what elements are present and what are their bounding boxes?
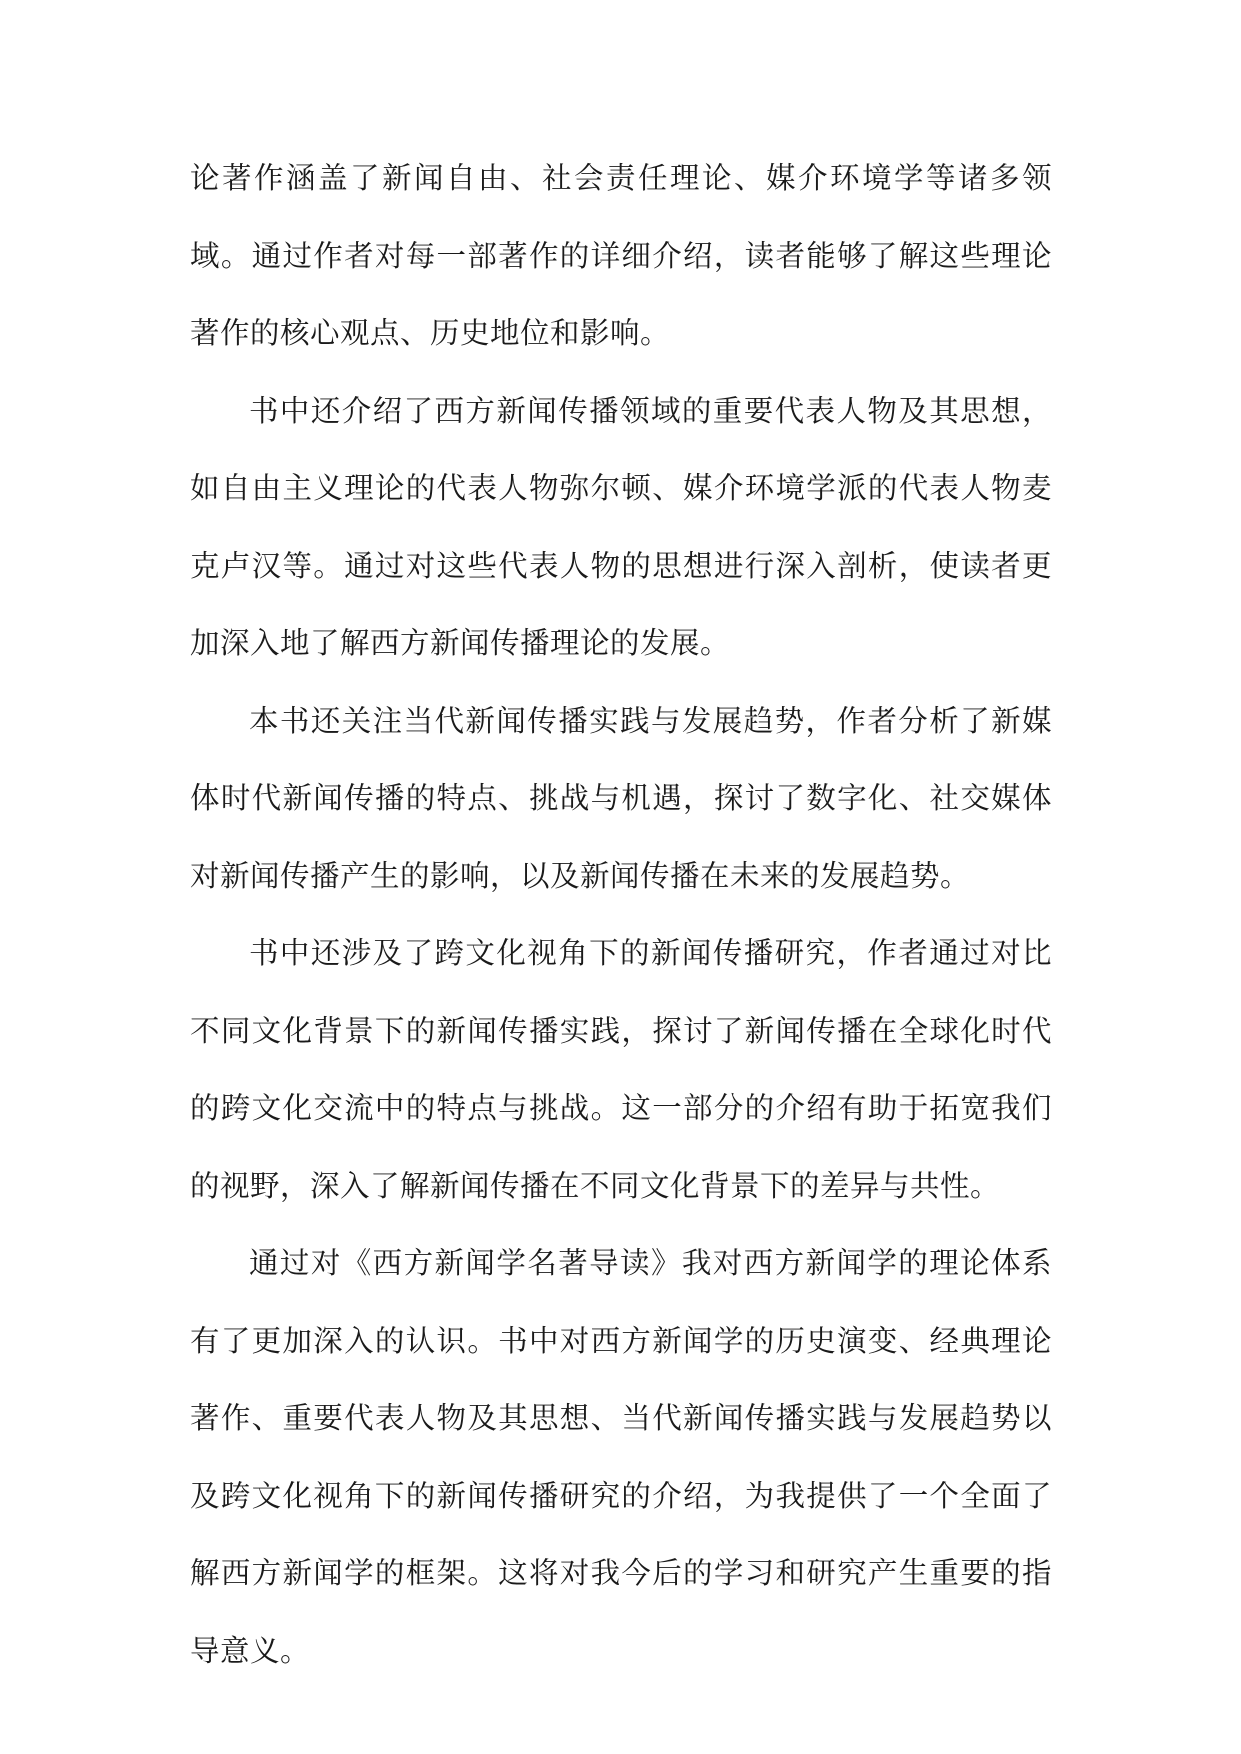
paragraph-conclusion: 通过对《西方新闻学名著导读》我对西方新闻学的理论体系有了更加深入的认识。书中对西方新闻学的历史演变、经典理论著作、重要代表人物及其思想、当代新闻传播实践与发展趋势以及跨文化视角下的新闻传播研究的介绍，为我提供了一个全面了解西方新闻学的框架。这将对我今后的学习和研究产生重要的指导意义。 (190, 1246, 1052, 1668)
paragraph-contemporary-practice: 本书还关注当代新闻传播实践与发展趋势，作者分析了新媒体时代新闻传播的特点、挑战与机遇，探讨了数字化、社交媒体对新闻传播产生的影响，以及新闻传播在未来的发展趋势。 (190, 703, 1052, 893)
body-text (190, 140, 1052, 1690)
paragraph-representative-figures: 书中还介绍了西方新闻传播领域的重要代表人物及其思想，如自由主义理论的代表人物弥尔顿、媒介环境学派的代表人物麦克卢汉等。通过对这些代表人物的思想进行深入剖析，使读者更加深入地了解西方新闻传播理论的发展。 (190, 393, 1052, 660)
paragraph-continued: 论著作涵盖了新闻自由、社会责任理论、媒介环境学等诸多领域。通过作者对每一部著作的详细介绍，读者能够了解这些理论著作的核心观点、历史地位和影响。 (190, 161, 1052, 350)
paragraph-cross-cultural: 书中还涉及了跨文化视角下的新闻传播研究，作者通过对比不同文化背景下的新闻传播实践，探讨了新闻传播在全球化时代的跨文化交流中的特点与挑战。这一部分的介绍有助于拓宽我们的视野，深入了解新闻传播在不同文化背景下的差异与共性。 (190, 936, 1052, 1203)
